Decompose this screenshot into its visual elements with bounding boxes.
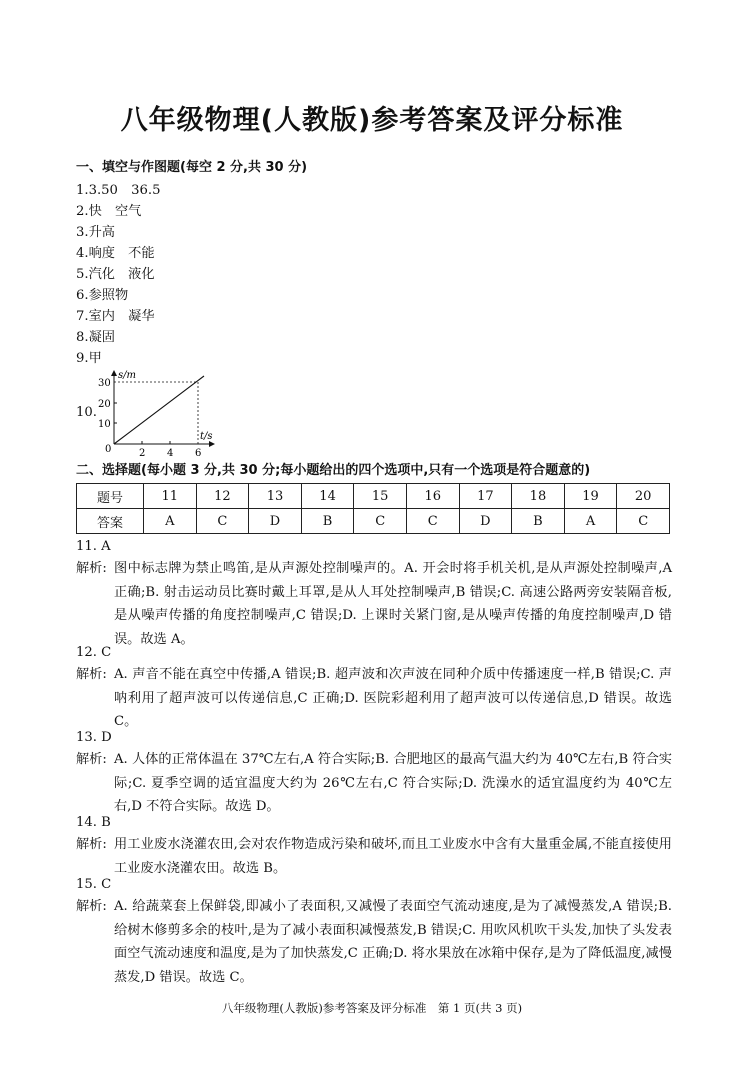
- explanation-label: 解析:: [76, 667, 107, 682]
- explanation-text: A. 给蔬菜套上保鲜袋,即减小了表面积,又减慢了表面空气流动速度,是为了减慢蒸发,A 错误;B. 给树木修剪多余的枝叶,是为了减小表面积减慢蒸发,B 错误;C. 用吹风机吹干头发,加快了头发表面空气流动速度和温度,是为了加快蒸发,C 正确;D. 将水果放在冰箱中保存,是为了降低温度,减慢蒸发,D 错误。故选 C。: [114, 899, 672, 985]
- explanation-block: [76, 833, 672, 880]
- answer-table: [76, 483, 670, 534]
- table-row-answers: [77, 509, 670, 534]
- explanation-text: 用工业废水浇灌农田,会对农作物造成污染和破坏,而且工业废水中含有大量重金属,不能直接使用工业废水浇灌农田。故选 B。: [114, 837, 672, 876]
- explanation-text: A. 人体的正常体温在 37℃左右,A 符合实际;B. 合肥地区的最高气温大约为 40℃左右,B 符合实际;C. 夏季空调的适宜温度大约为 26℃左右,C 符合实际;D. 洗澡水的适宜温度约为 40℃左右,D 不符合实际。故选 D。: [114, 752, 672, 814]
- table-cell: 17: [459, 484, 512, 509]
- table-cell: D: [249, 509, 302, 534]
- table-cell: 20: [617, 484, 670, 509]
- table-header-cell: 题号: [77, 484, 144, 509]
- answer-line: 7.室内 凝华: [76, 309, 155, 324]
- explanation-label: 解析:: [76, 837, 107, 852]
- table-cell: C: [617, 509, 670, 534]
- explanation-text: 图中标志牌为禁止鸣笛,是从声源处控制噪声的。A. 开会时将手机关机,是从声源处控制噪声,A 正确;B. 射击运动员比赛时戴上耳罩,是从人耳处控制噪声,B 错误;C. 高速公路两旁安装隔音板,是从噪声传播的角度控制噪声,C 错误;D. 上课时关紧门窗,是从噪声传播的角度控制噪声,D 错误。故选 A。: [114, 561, 672, 647]
- table-cell: C: [354, 509, 407, 534]
- table-cell: 19: [564, 484, 617, 509]
- explanation-block: [76, 748, 672, 819]
- table-cell: B: [512, 509, 565, 534]
- explanation-label: 解析:: [76, 752, 107, 767]
- table-cell: 16: [406, 484, 459, 509]
- answer-line: 9.甲: [76, 351, 102, 366]
- explanation-block: [76, 663, 672, 734]
- question-number: 12. C: [76, 645, 112, 660]
- question-number: 11. A: [76, 539, 111, 554]
- explanation-label: 解析:: [76, 561, 107, 576]
- x-axis-label: t/s: [200, 431, 213, 442]
- answer-line: 5.汽化 液化: [76, 267, 155, 282]
- table-cell: A: [564, 509, 617, 534]
- origin-label: 0: [105, 444, 112, 455]
- section2-heading: 二、选择题(每小题 3 分,共 30 分;每小题给出的四个选项中,只有一个选项是符合题意的): [76, 463, 591, 478]
- table-cell: A: [144, 509, 197, 534]
- y-tick-label: 30: [98, 378, 111, 389]
- table-cell: 13: [249, 484, 302, 509]
- answer-line: 6.参照物: [76, 288, 129, 303]
- question-number: 13. D: [76, 730, 112, 745]
- y-axis-label: s/m: [118, 370, 136, 381]
- table-cell: C: [406, 509, 459, 534]
- table-cell: 12: [196, 484, 249, 509]
- x-tick-label: 6: [195, 448, 202, 459]
- answer-line: 2.快 空气: [76, 204, 142, 219]
- q10-label: 10.: [76, 405, 97, 420]
- question-number: 14. B: [76, 815, 111, 830]
- x-tick-label: 2: [139, 448, 146, 459]
- table-header-cell: 答案: [77, 509, 144, 534]
- explanation-block: [76, 557, 672, 651]
- table-cell: 18: [512, 484, 565, 509]
- table-cell: 11: [144, 484, 197, 509]
- table-row-numbers: [77, 484, 670, 509]
- table-cell: 15: [354, 484, 407, 509]
- x-tick-label: 4: [167, 448, 174, 459]
- page-title: 八年级物理(人教版)参考答案及评分标准: [120, 105, 624, 136]
- table-cell: B: [301, 509, 354, 534]
- s-t-graph: [94, 367, 224, 459]
- explanation-block: [76, 895, 672, 989]
- answer-line: 3.升高: [76, 225, 115, 240]
- question-number: 15. C: [76, 877, 112, 892]
- table-cell: 14: [301, 484, 354, 509]
- answer-line: 8.凝固: [76, 330, 115, 345]
- explanation-text: A. 声音不能在真空中传播,A 错误;B. 超声波和次声波在同种介质中传播速度一样,B 错误;C. 声呐利用了超声波可以传递信息,C 正确;D. 医院彩超利用了超声波可以传递信息,D 错误。故选 C。: [114, 667, 672, 729]
- y-tick-label: 10: [98, 419, 111, 430]
- table-cell: D: [459, 509, 512, 534]
- page-footer: 八年级物理(人教版)参考答案及评分标准 第 1 页(共 3 页): [221, 1001, 523, 1015]
- table-cell: C: [196, 509, 249, 534]
- answer-line: 4.响度 不能: [76, 246, 155, 261]
- explanation-label: 解析:: [76, 899, 107, 914]
- y-tick-label: 20: [98, 399, 111, 410]
- section1-heading: 一、填空与作图题(每空 2 分,共 30 分): [76, 160, 308, 175]
- answer-line: 1.3.50 36.5: [76, 183, 161, 198]
- distance-time-line: [114, 376, 204, 444]
